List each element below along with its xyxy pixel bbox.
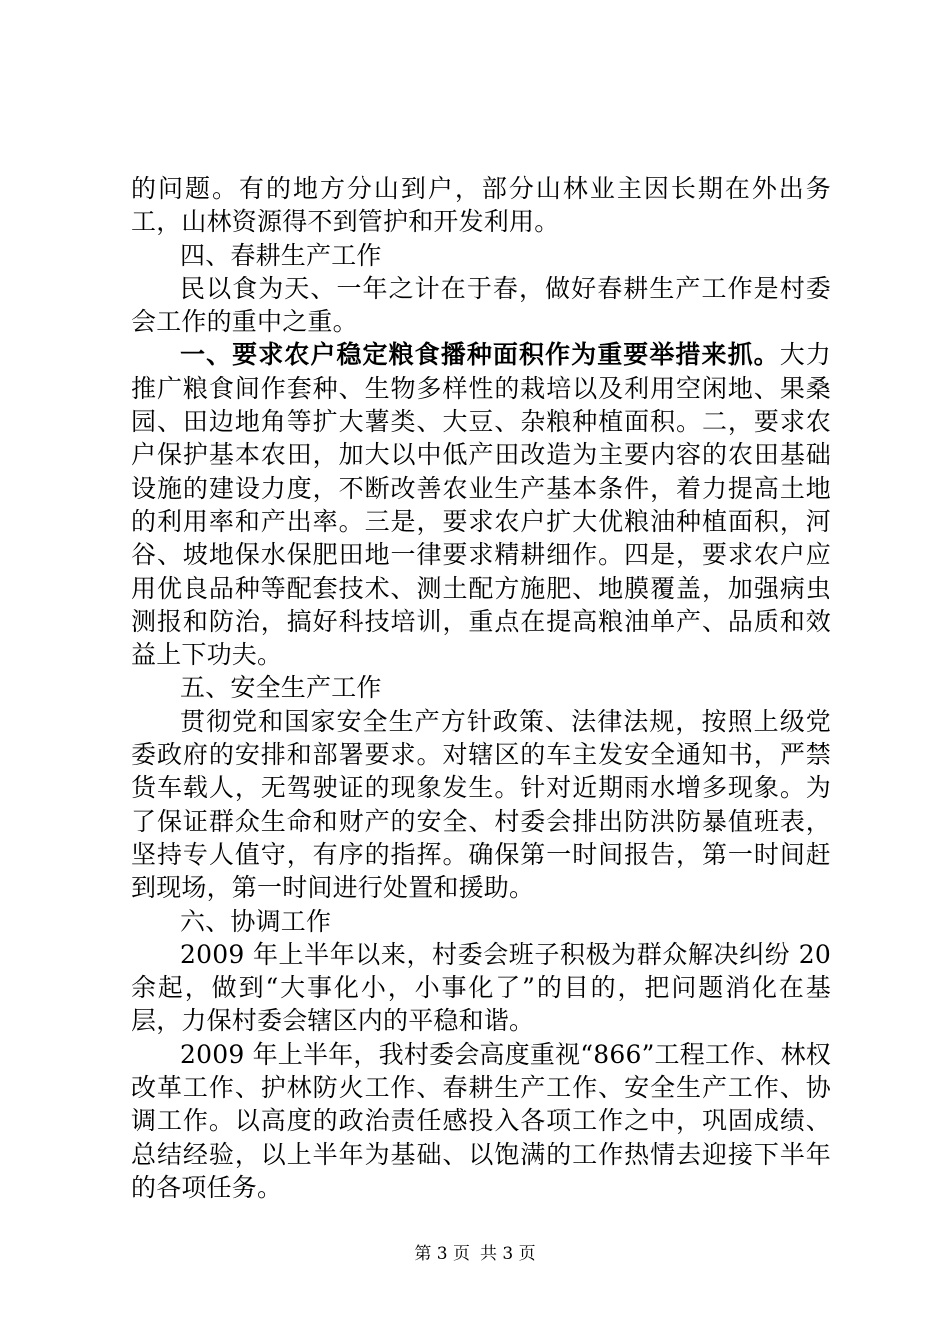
- section-heading-coordination: 六、协调工作: [180, 906, 332, 936]
- paragraph-spring-intro: 民以食为天、一年之计在于春，做好春耕生产工作是村委会工作的重中之重。: [131, 273, 831, 337]
- paragraph-coordination: 2009 年上半年以来，村委会班子积极为群众解决纠纷 20 余起，做到“大事化小，小事化了”的目的，把问题消化在基层，力保村委会辖区内的平稳和谐。: [131, 939, 831, 1036]
- paragraph-summary: 2009 年上半年，我村委会高度重视“866”工程工作、林权改革工作、护林防火工作、春耕生产工作、安全生产工作、协调工作。以高度的政治责任感投入各项工作之中，巩固成绩、总结经验，以上半年为基础、以饱满的工作热情去迎接下半年的各项任务。: [131, 1039, 831, 1202]
- page-number-total: 共 3 页: [480, 1244, 536, 1264]
- paragraph-bold-lead: 一、要求农户稳定粮食播种面积作为重要举措来抓。: [180, 340, 780, 370]
- page-footer: [0, 1244, 950, 1264]
- paragraph-spring-measures: [131, 338, 831, 671]
- paragraph-continuation: 的问题。有的地方分山到户，部分山林业主因长期在外出务工，山林资源得不到管护和开发利用。: [131, 174, 831, 237]
- paragraph-safety: 贯彻党和国家安全生产方针政策、法律法规，按照上级党委政府的安排和部署要求。对辖区的车主发安全通知书，严禁货车载人，无驾驶证的现象发生。针对近期雨水增多现象。为了保证群众生命和财产的安全、村委会排出防洪防暴值班表，坚持专人值守，有序的指挥。确保第一时间报告，第一时间赶到现场，第一时间进行处置和援助。: [131, 706, 831, 903]
- paragraph-spring-measures-text: 大力推广粮食间作套种、生物多样性的栽培以及利用空闲地、果桑园、田边地角等扩大薯类、大豆、杂粮种植面积。二，要求农户保护基本农田，加大以中低产田改造为主要内容的农田基础设施的建设力度，不断改善农业生产基本条件，着力提高土地的利用率和产出率。三是，要求农户扩大优粮油种植面积，河谷、坡地保水保肥田地一律要求精耕细作。四是，要求农户应用优良品种等配套技术、测土配方施肥、地膜覆盖，加强病虫测报和防治，搞好科技培训，重点在提高粮油单产、品质和效益上下功夫。: [131, 340, 831, 670]
- document-body: [131, 172, 831, 1204]
- section-heading-spring-farming: 四、春耕生产工作: [180, 240, 382, 270]
- page-number-current: 第 3 页: [414, 1244, 470, 1264]
- section-heading-safety: 五、安全生产工作: [180, 673, 382, 703]
